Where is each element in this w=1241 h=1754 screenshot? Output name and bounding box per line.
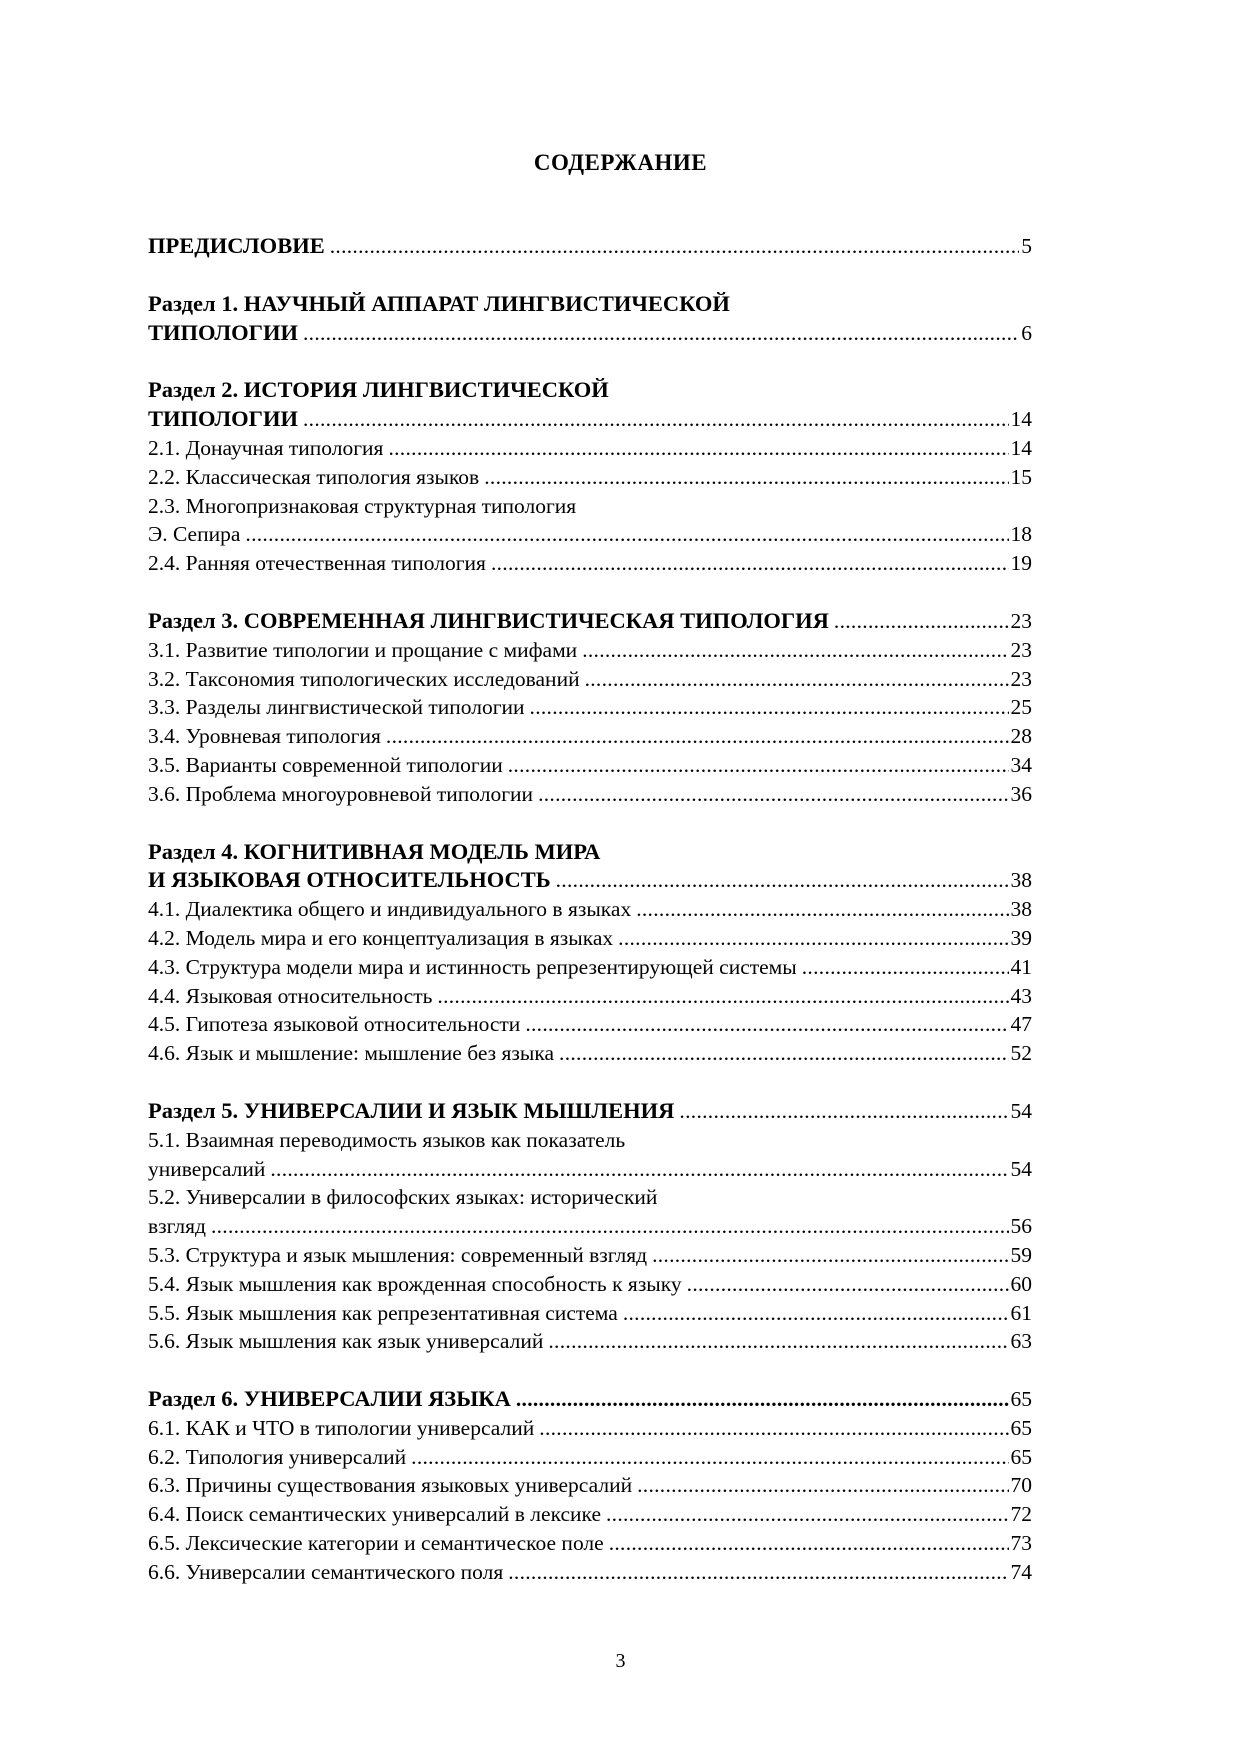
toc-entry-page: 59: [1010, 1242, 1032, 1267]
dot-leader: [211, 1212, 1009, 1241]
page-number: 3: [615, 1650, 626, 1672]
toc-entry-title: 5.5. Язык мышления как репрезентативная система: [148, 1300, 618, 1325]
toc-entry-page: 63: [1010, 1329, 1032, 1354]
toc-entry-page: 74: [1010, 1559, 1032, 1584]
toc-entry-title: И ЯЗЫКОВАЯ ОТНОСИТЕЛЬНОСТЬ: [148, 867, 551, 893]
toc-entry-page: 65: [1010, 1387, 1032, 1412]
toc-entry-title: 2.2. Классическая типология языков: [148, 464, 480, 489]
toc-entry[interactable]: [148, 1327, 1032, 1356]
dot-leader: [606, 1500, 1009, 1529]
toc-entry-title: 3.1. Развитие типологии и прощание с мифами: [148, 637, 578, 662]
dot-leader: [245, 520, 1008, 549]
toc-entry[interactable]: [148, 953, 1032, 982]
dot-leader: [559, 1039, 1008, 1068]
toc-entry-page: 18: [1010, 522, 1032, 547]
toc-entry[interactable]: [148, 722, 1032, 751]
toc-entry[interactable]: [148, 1097, 1032, 1126]
toc-entry-page: 14: [1010, 407, 1032, 432]
toc-entry[interactable]: [148, 1010, 1032, 1039]
toc-entry-page: 6: [1021, 320, 1032, 345]
toc-entry-title: 4.3. Структура модели мира и истинность репрезентирующей системы: [148, 954, 797, 979]
toc-entry[interactable]: [148, 434, 1032, 463]
dot-leader: [330, 232, 1020, 261]
toc-entry-title: 4.1. Диалектика общего и индивидуального в языках: [148, 897, 632, 922]
dot-leader: [530, 693, 1009, 722]
dot-leader: [548, 1327, 1008, 1356]
toc-entry[interactable]: [148, 405, 1032, 434]
toc-entry[interactable]: [148, 1414, 1032, 1443]
toc-entry-page: 23: [1010, 666, 1032, 691]
toc-entry[interactable]: [148, 982, 1032, 1011]
toc-entry-page: 70: [1010, 1473, 1032, 1498]
toc-entry-title: 6.5. Лексические категории и семантическое поле: [148, 1531, 604, 1556]
dot-leader: [508, 1558, 1008, 1587]
dot-leader: [618, 924, 1008, 953]
dot-leader: [388, 434, 1008, 463]
dot-leader: [303, 319, 1019, 348]
dot-leader: [679, 1097, 1008, 1126]
table-of-contents: [148, 232, 1032, 1587]
toc-entry[interactable]: [148, 1039, 1032, 1068]
dot-leader: [556, 866, 1009, 895]
section-spacer: [148, 1356, 1032, 1385]
toc-entry-page: 5: [1021, 234, 1032, 258]
toc-entry[interactable]: [148, 1212, 1032, 1241]
toc-entry-title: Раздел 3. СОВРЕМЕННАЯ ЛИНГВИСТИЧЕСКАЯ ТИПОЛОГИЯ: [148, 607, 829, 633]
toc-entry-title: 5.2. Универсалии в философских языках: исторический: [148, 1185, 658, 1210]
page-title: СОДЕРЖАНИЕ: [533, 150, 708, 175]
toc-entry-page: 54: [1010, 1156, 1032, 1181]
toc-entry[interactable]: [148, 751, 1032, 780]
toc-entry-page: 61: [1010, 1300, 1032, 1325]
toc-entry-title: Раздел 2. ИСТОРИЯ ЛИНГВИСТИЧЕСКОЙ: [148, 377, 609, 403]
toc-entry-page: 65: [1010, 1415, 1032, 1440]
section-spacer: [148, 261, 1032, 290]
toc-entry-title: ПРЕДИСЛОВИЕ: [148, 233, 325, 258]
toc-entry[interactable]: [148, 924, 1032, 953]
toc-entry-title: ТИПОЛОГИИ: [148, 406, 298, 432]
toc-entry[interactable]: [148, 607, 1032, 636]
toc-entry[interactable]: [148, 636, 1032, 665]
toc-entry[interactable]: [148, 1529, 1032, 1558]
toc-entry-page: 36: [1010, 781, 1032, 806]
dot-leader: [582, 636, 1008, 665]
toc-entry-page: 73: [1010, 1531, 1032, 1556]
toc-entry-title: 6.6. Универсалии семантического поля: [148, 1559, 504, 1584]
section-spacer: [148, 1068, 1032, 1097]
toc-entry-page: 38: [1010, 868, 1032, 893]
toc-entry-title: 5.3. Структура и язык мышления: современный взгляд: [148, 1242, 648, 1267]
toc-entry-title: ТИПОЛОГИИ: [148, 319, 298, 345]
toc-entry-page: 15: [1010, 464, 1032, 489]
toc-entry[interactable]: [148, 463, 1032, 492]
dot-leader: [623, 1299, 1009, 1328]
toc-entry-page: 56: [1010, 1214, 1032, 1239]
dot-leader: [491, 549, 1009, 578]
dot-leader: [539, 1414, 1008, 1443]
toc-entry-title: 5.1. Взаимная переводимость языков как показатель: [148, 1127, 626, 1152]
dot-leader: [652, 1241, 1008, 1270]
toc-entry-page: 39: [1010, 925, 1032, 950]
dot-leader: [585, 665, 1009, 694]
toc-entry-continued: [148, 290, 1032, 319]
toc-entry[interactable]: [148, 549, 1032, 578]
dot-leader: [609, 1529, 1009, 1558]
toc-entry-title: Раздел 6. УНИВЕРСАЛИИ ЯЗЫКА: [148, 1386, 511, 1412]
toc-entry-page: 54: [1010, 1098, 1032, 1123]
toc-entry[interactable]: [148, 693, 1032, 722]
toc-entry-title: 6.3. Причины существования языковых универсалий: [148, 1473, 633, 1498]
dot-leader: [411, 1443, 1008, 1472]
dot-leader: [437, 982, 1008, 1011]
toc-entry-title: 3.3. Разделы лингвистической типологии: [148, 695, 525, 720]
toc-entry-page: 25: [1010, 695, 1032, 720]
toc-entry-title: 5.6. Язык мышления как язык универсалий: [148, 1329, 544, 1354]
toc-entry-page: 23: [1010, 608, 1032, 633]
dot-leader: [525, 1010, 1008, 1039]
toc-entry-continued: [148, 838, 1032, 867]
toc-entry[interactable]: [148, 780, 1032, 809]
toc-entry[interactable]: [148, 665, 1032, 694]
dot-leader: [386, 722, 1009, 751]
dot-leader: [834, 607, 1009, 636]
toc-entry-title: Раздел 5. УНИВЕРСАЛИИ И ЯЗЫК МЫШЛЕНИЯ: [148, 1097, 675, 1123]
toc-entry-continued: [148, 376, 1032, 405]
dot-leader: [516, 1385, 1009, 1414]
toc-entry-page: 41: [1010, 954, 1032, 979]
toc-entry-title: 3.5. Варианты современной типологии: [148, 752, 503, 777]
toc-entry[interactable]: [148, 895, 1032, 924]
toc-entry[interactable]: [148, 1385, 1032, 1414]
toc-entry-page: 23: [1010, 637, 1032, 662]
toc-entry-title: 3.2. Таксономия типологических исследований: [148, 666, 580, 691]
toc-entry-page: 47: [1010, 1012, 1032, 1037]
toc-entry-title: 4.5. Гипотеза языковой относительности: [148, 1012, 521, 1037]
toc-entry-title: 4.4. Языковая относительность: [148, 983, 433, 1008]
toc-entry-continued: [148, 1126, 1032, 1155]
toc-entry-title: 3.6. Проблема многоуровневой типологии: [148, 781, 534, 806]
toc-entry-title: Раздел 1. НАУЧНЫЙ АППАРАТ ЛИНГВИСТИЧЕСКОЙ: [148, 290, 730, 316]
toc-entry[interactable]: [148, 1471, 1032, 1500]
toc-entry[interactable]: [148, 1299, 1032, 1328]
toc-entry[interactable]: [148, 1443, 1032, 1472]
toc-entry-title: взгляд: [148, 1214, 206, 1239]
toc-entry-title: Э. Сепира: [148, 522, 241, 547]
dot-leader: [687, 1270, 1009, 1299]
dot-leader: [484, 463, 1008, 492]
toc-entry[interactable]: [148, 1500, 1032, 1529]
toc-entry[interactable]: [148, 232, 1032, 261]
toc-entry-title: 6.1. КАК и ЧТО в типологии универсалий: [148, 1415, 535, 1440]
toc-entry-title: 2.3. Многопризнаковая структурная типология: [148, 493, 577, 518]
toc-entry-page: 19: [1010, 551, 1032, 576]
toc-entry-title: 5.4. Язык мышления как врожденная способность к языку: [148, 1271, 682, 1296]
toc-entry-page: 65: [1010, 1444, 1032, 1469]
toc-entry-page: 60: [1010, 1271, 1032, 1296]
toc-entry-title: 2.1. Донаучная типология: [148, 435, 384, 460]
section-spacer: [148, 347, 1032, 376]
toc-entry[interactable]: [148, 520, 1032, 549]
dot-leader: [637, 1471, 1008, 1500]
toc-entry-page: 34: [1010, 752, 1032, 777]
dot-leader: [303, 405, 1009, 434]
toc-entry[interactable]: [148, 1270, 1032, 1299]
toc-entry-page: 72: [1010, 1502, 1032, 1527]
dot-leader: [636, 895, 1008, 924]
toc-entry[interactable]: [148, 1558, 1032, 1587]
section-spacer: [148, 809, 1032, 838]
toc-entry-page: 52: [1010, 1041, 1032, 1066]
section-spacer: [148, 578, 1032, 607]
toc-entry-title: 2.4. Ранняя отечественная типология: [148, 551, 486, 576]
toc-entry-page: 28: [1010, 724, 1032, 749]
toc-entry-page: 38: [1010, 897, 1032, 922]
dot-leader: [538, 780, 1008, 809]
toc-entry-title: 4.2. Модель мира и его концептуализация в языках: [148, 925, 614, 950]
toc-entry-title: 3.4. Уровневая типология: [148, 724, 381, 749]
toc-entry-title: 6.4. Поиск семантических универсалий в лексике: [148, 1502, 601, 1527]
dot-leader: [802, 953, 1009, 982]
toc-entry-continued: [148, 492, 1032, 521]
toc-entry-page: 43: [1010, 983, 1032, 1008]
toc-entry-title: универсалий: [148, 1156, 266, 1181]
toc-entry-title: 6.2. Типология универсалий: [148, 1444, 407, 1469]
toc-entry[interactable]: [148, 319, 1032, 348]
toc-entry-continued: [148, 1183, 1032, 1212]
toc-entry-title: 4.6. Язык и мышление: мышление без языка: [148, 1041, 555, 1066]
dot-leader: [270, 1155, 1008, 1184]
toc-entry-page: 14: [1010, 435, 1032, 460]
toc-entry-title: Раздел 4. КОГНИТИВНАЯ МОДЕЛЬ МИРА: [148, 838, 601, 864]
dot-leader: [508, 751, 1009, 780]
toc-entry[interactable]: [148, 1241, 1032, 1270]
toc-entry[interactable]: [148, 866, 1032, 895]
toc-entry[interactable]: [148, 1155, 1032, 1184]
